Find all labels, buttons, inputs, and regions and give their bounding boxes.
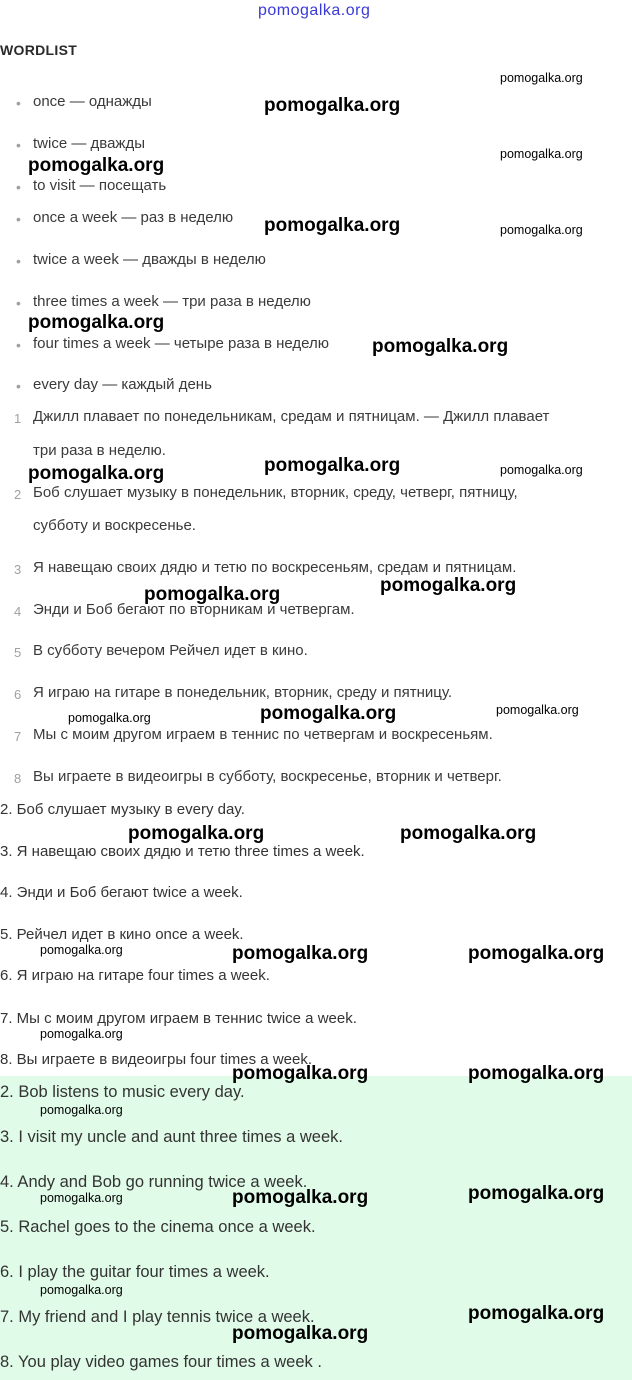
- bullet-icon: •: [16, 179, 21, 195]
- answer-line: 2. Bob listens to music every day.: [0, 1083, 245, 1101]
- item-number: 3: [14, 562, 22, 577]
- list-item: once a week — раз в неделю: [33, 209, 234, 226]
- list-item: once — однажды: [33, 93, 152, 110]
- item-number: 1: [14, 411, 22, 426]
- answer-line: 7. Мы с моим другом играем в теннис twice a week.: [0, 1010, 357, 1027]
- translation-line: Вы играете в видеоигры в субботу, воскресенье, вторник и четверг.: [33, 768, 502, 785]
- answer-line: 5. Рейчел идет в кино once a week.: [0, 926, 244, 943]
- watermark: pomogalka.org: [468, 1303, 605, 1324]
- watermark: pomogalka.org: [264, 455, 401, 476]
- translation-line: субботу и воскресенье.: [33, 517, 196, 534]
- translation-line: Я навещаю своих дядю и тетю по воскресеньям, средам и пятницам.: [33, 559, 517, 576]
- translation-line: Энди и Боб бегают по вторникам и четвергам.: [33, 601, 355, 618]
- bullet-icon: •: [16, 378, 21, 394]
- watermark: pomogalka.org: [468, 1183, 605, 1204]
- watermark: pomogalka.org: [28, 312, 165, 333]
- list-item: twice a week — дважды в неделю: [33, 251, 266, 268]
- answer-line: 6. I play the guitar four times a week.: [0, 1263, 270, 1281]
- item-number: 7: [14, 729, 22, 744]
- answer-line: 2. Боб слушает музыку в every day.: [0, 801, 245, 818]
- watermark: pomogalka.org: [40, 1027, 123, 1041]
- list-item: three times a week — три раза в неделю: [33, 293, 311, 310]
- item-number: 8: [14, 771, 22, 786]
- item-number: 2: [14, 487, 22, 502]
- bullet-icon: •: [16, 253, 21, 269]
- watermark: pomogalka.org: [40, 1103, 123, 1117]
- watermark: pomogalka.org: [500, 147, 583, 161]
- site-title[interactable]: pomogalka.org: [258, 2, 371, 19]
- item-number: 4: [14, 604, 22, 619]
- watermark: pomogalka.org: [500, 71, 583, 85]
- bullet-icon: •: [16, 337, 21, 353]
- watermark: pomogalka.org: [400, 823, 537, 844]
- watermark: pomogalka.org: [496, 703, 579, 717]
- translation-line: Мы с моим другом играем в теннис по четвергам и воскресеньям.: [33, 726, 493, 743]
- bullet-icon: •: [16, 137, 21, 153]
- watermark: pomogalka.org: [264, 215, 401, 236]
- answer-line: 8. Вы играете в видеоигры four times a week.: [0, 1051, 312, 1068]
- answer-line: 8. You play video games four times a week .: [0, 1353, 322, 1371]
- watermark: pomogalka.org: [468, 1063, 605, 1084]
- watermark: pomogalka.org: [468, 943, 605, 964]
- watermark: pomogalka.org: [68, 711, 151, 725]
- watermark: pomogalka.org: [232, 1063, 369, 1084]
- translation-line: В субботу вечером Рейчел идет в кино.: [33, 642, 308, 659]
- bullet-icon: •: [16, 211, 21, 227]
- watermark: pomogalka.org: [500, 223, 583, 237]
- watermark: pomogalka.org: [40, 943, 123, 957]
- bullet-icon: •: [16, 95, 21, 111]
- answer-line: 5. Rachel goes to the cinema once a week.: [0, 1218, 316, 1236]
- answer-line: 3. Я навещаю своих дядю и тетю three times a week.: [0, 843, 365, 860]
- list-item: to visit — посещать: [33, 177, 167, 194]
- list-item: four times a week — четыре раза в неделю: [33, 335, 329, 352]
- translation-line: Джилл плавает по понедельникам, средам и пятницам. — Джилл плавает: [33, 408, 550, 425]
- item-number: 6: [14, 687, 22, 702]
- wordlist-heading: WORDLIST: [0, 42, 78, 58]
- list-item: every day — каждый день: [33, 376, 212, 393]
- translation-line: Я играю на гитаре в понедельник, вторник, среду и пятницу.: [33, 684, 453, 701]
- answer-line: 7. My friend and I play tennis twice a week.: [0, 1308, 315, 1326]
- translation-line: три раза в неделю.: [33, 442, 166, 459]
- watermark: pomogalka.org: [500, 463, 583, 477]
- watermark: pomogalka.org: [380, 575, 517, 596]
- watermark: pomogalka.org: [28, 463, 165, 484]
- watermark: pomogalka.org: [40, 1283, 123, 1297]
- answer-line: 4. Энди и Боб бегают twice a week.: [0, 884, 243, 901]
- watermark: pomogalka.org: [232, 943, 369, 964]
- translation-line: Боб слушает музыку в понедельник, вторник, среду, четверг, пятницу,: [33, 484, 518, 501]
- answer-line: 3. I visit my uncle and aunt three times a week.: [0, 1128, 343, 1146]
- watermark: pomogalka.org: [232, 1187, 369, 1208]
- watermark: pomogalka.org: [144, 584, 281, 605]
- watermark: pomogalka.org: [264, 95, 401, 116]
- watermark: pomogalka.org: [260, 703, 397, 724]
- watermark: pomogalka.org: [28, 155, 165, 176]
- list-item: twice — дважды: [33, 135, 145, 152]
- watermark: pomogalka.org: [128, 823, 265, 844]
- watermark: pomogalka.org: [372, 336, 509, 357]
- answer-line: 6. Я играю на гитаре four times a week.: [0, 967, 270, 984]
- watermark: pomogalka.org: [232, 1323, 369, 1344]
- bullet-icon: •: [16, 295, 21, 311]
- answer-line: 4. Andy and Bob go running twice a week.: [0, 1173, 308, 1191]
- watermark: pomogalka.org: [40, 1191, 123, 1205]
- item-number: 5: [14, 645, 22, 660]
